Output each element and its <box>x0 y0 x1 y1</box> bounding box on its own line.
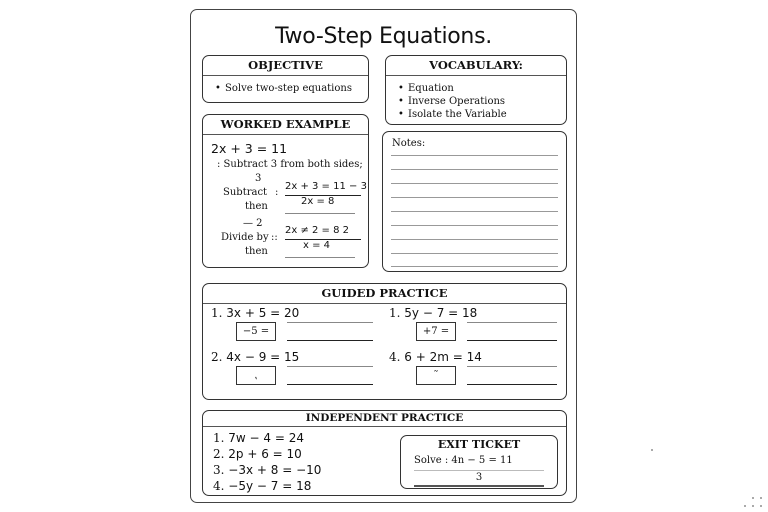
step1-number: 3 <box>255 173 262 184</box>
independent-problem-3 <box>213 463 321 477</box>
independent-practice-heading: INDEPENDENT PRACTICE <box>203 411 566 427</box>
answer-line[interactable] <box>467 340 557 341</box>
hint-box: ⹁ <box>236 366 276 385</box>
guided-problem-1 <box>211 306 299 320</box>
step1-answer-line <box>285 213 355 214</box>
problem-number: 3. <box>213 463 225 477</box>
answer-line[interactable] <box>287 384 373 385</box>
stray-mark <box>651 449 653 451</box>
notes-line <box>391 197 558 198</box>
vocabulary-box <box>385 55 567 125</box>
work-line[interactable] <box>467 322 557 323</box>
notes-line <box>391 169 558 170</box>
step2-answer-line <box>285 257 355 258</box>
corner-mark <box>752 505 754 507</box>
step2-label: Divide by <box>221 232 269 243</box>
notes-label: Notes: <box>392 138 426 149</box>
vocabulary-item: • Inverse Operations <box>398 95 566 108</box>
exit-ticket-work-line[interactable] <box>414 470 544 471</box>
problem-equation: 4x − 9 = 15 <box>226 350 300 364</box>
exit-ticket-prompt: Solve : 4n − 5 = 11 <box>414 455 513 466</box>
step2-then: then <box>245 246 268 257</box>
step1-label: Subtract <box>223 187 268 198</box>
step1-separator: : <box>275 187 279 198</box>
worked-example-heading: WORKED EXAMPLE <box>203 115 368 135</box>
problem-number: 2. <box>211 350 223 364</box>
vocabulary-item: • Isolate the Variable <box>398 108 566 121</box>
step1-then: then <box>245 201 268 212</box>
objective-heading: OBJECTIVE <box>203 56 368 76</box>
step2-line2: x = 4 <box>303 240 331 251</box>
notes-line <box>391 253 558 254</box>
hint-box: ˜ <box>416 366 456 385</box>
worksheet <box>190 9 577 503</box>
worked-example-box <box>202 114 369 268</box>
worksheet-title: Two-Step Equations. <box>275 24 492 49</box>
notes-line <box>391 239 558 240</box>
exit-ticket-answer-line[interactable] <box>414 485 544 487</box>
notes-line <box>391 211 558 212</box>
corner-mark <box>760 505 762 507</box>
independent-practice-box <box>202 410 567 496</box>
guided-problem-2 <box>389 306 477 320</box>
notes-line <box>391 155 558 156</box>
exit-ticket-heading: EXIT TICKET <box>437 438 521 451</box>
exit-ticket-answer: 3 <box>475 472 483 483</box>
problem-number: 1. <box>389 306 401 320</box>
vocabulary-list <box>386 82 566 121</box>
step2-separator: :: <box>271 232 278 243</box>
step2-line1: 2x ≠ 2 = 8 2 <box>285 225 350 236</box>
guided-practice-heading: GUIDED PRACTICE <box>203 284 566 304</box>
objective-box <box>202 55 369 103</box>
step2-number: — 2 <box>243 218 263 229</box>
step1-line2: 2x = 8 <box>301 196 335 207</box>
step1-line1: 2x + 3 = 11 − 3 <box>285 181 367 192</box>
worked-example-equation: 2x + 3 = 11 <box>211 141 288 156</box>
hint-box: −5 = <box>236 322 276 341</box>
problem-equation: 7w − 4 = 24 <box>228 431 305 445</box>
problem-number: 1. <box>211 306 223 320</box>
corner-mark <box>760 497 762 499</box>
notes-box[interactable] <box>382 131 567 272</box>
problem-equation: −5y − 7 = 18 <box>228 479 312 493</box>
problem-equation: 6 + 2m = 14 <box>404 350 482 364</box>
worked-example-instruction: : Subtract 3 from both sides; <box>217 159 363 170</box>
notes-line <box>391 183 558 184</box>
vocabulary-item: • Equation <box>398 82 566 95</box>
hint-box: +7 = <box>416 322 456 341</box>
objective-list <box>203 82 368 95</box>
problem-number: 4. <box>389 350 401 364</box>
problem-equation: 5y − 7 = 18 <box>404 306 478 320</box>
problem-equation: 3x + 5 = 20 <box>226 306 300 320</box>
problem-number: 4. <box>213 479 225 493</box>
independent-problem-1 <box>213 431 304 445</box>
notes-line <box>391 266 558 267</box>
guided-problem-3 <box>211 350 299 364</box>
corner-mark <box>744 505 746 507</box>
vocabulary-heading: VOCABULARY: <box>386 56 566 76</box>
guided-problem-4 <box>389 350 482 364</box>
problem-equation: 2p + 6 = 10 <box>228 447 302 461</box>
objective-item: • Solve two-step equations <box>215 82 368 95</box>
independent-problem-4 <box>213 479 311 493</box>
corner-mark <box>752 497 754 499</box>
guided-practice-box <box>202 283 567 400</box>
exit-ticket-box <box>400 435 558 489</box>
problem-number: 2. <box>213 447 225 461</box>
work-line[interactable] <box>287 322 373 323</box>
answer-line[interactable] <box>467 384 557 385</box>
independent-problem-2 <box>213 447 302 461</box>
problem-equation: −3x + 8 = −10 <box>228 463 322 477</box>
work-line[interactable] <box>467 366 557 367</box>
notes-line <box>391 225 558 226</box>
problem-number: 1. <box>213 431 225 445</box>
answer-line[interactable] <box>287 340 373 341</box>
work-line[interactable] <box>287 366 373 367</box>
